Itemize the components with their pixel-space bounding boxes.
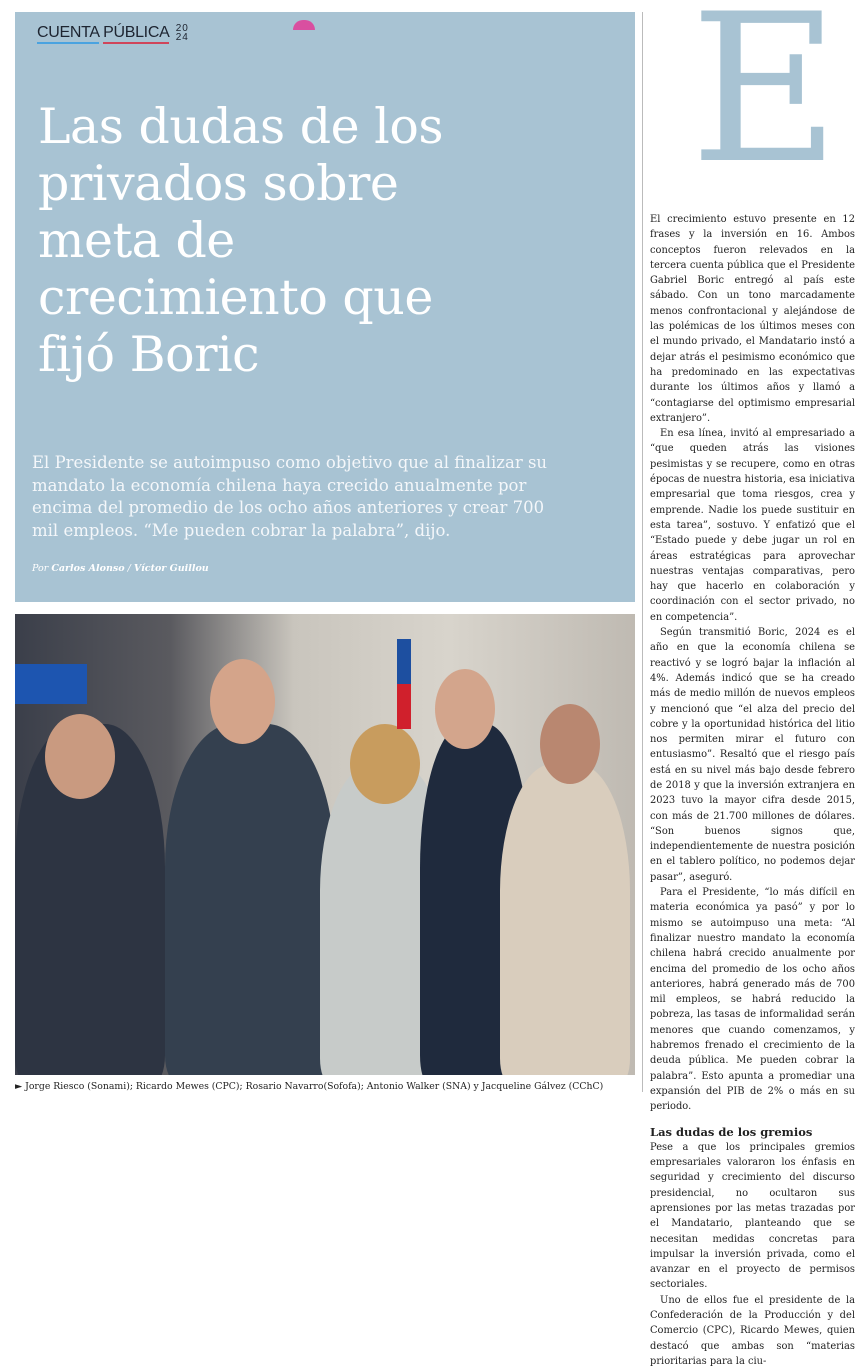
byline-separator: / [127, 563, 131, 574]
group-photo [15, 614, 635, 1075]
paragraph: Pese a que los principales gremios empresariales valoraron los énfasis en seguridad y crecimiento del discurso presidencial, no ocultaron sus aprensiones por las metas trazadas por el Mandatario, planteando que se necesitan medidas concretas para impulsar la inversión privada, como el avanzar en el proyecto de permisos sectoriales. [650, 1141, 855, 1291]
paragraph: En esa línea, invitó al empresariado a “que queden atrás las visiones pesimistas y se recupere, como en otras épocas de nuestra historia, esa iniciativa empresarial que toma riesgos, crea y emprende. Nadie los puede sustituir en esta tarea”, sostuvo. Y enfatizó que el “Estado puede y debe jugar un rol en áreas estratégicas para aprovechar nuestras ventajas comparativas, pero hay que hacerlo en colaboración y coordinación con el sector privado, no en competencia”. [650, 428, 855, 623]
section-label-b: PÚBLICA [103, 24, 169, 44]
headline [38, 98, 628, 383]
deck-line: mil empleos. “Me pueden cobrar la palabra”, dijo. [32, 520, 451, 540]
author: Carlos Alonso [51, 563, 125, 574]
column-divider [642, 12, 643, 1092]
drop-cap: E [690, 0, 840, 209]
byline [32, 563, 209, 574]
photo-caption: ► Jorge Riesco (Sonami); Ricardo Mewes (CPC); Rosario Navarro(Sofofa); Antonio Walker (SNA) y Jacqueline Gálvez (CChC) [15, 1081, 604, 1092]
paragraph: Según transmitió Boric, 2024 es el año en que la economía chilena se reactivó y se logró bajar la inflación al 4%. Además indicó que se ha creado más de medio millón de nuevos empleos y mencionó que “el alza del precio del cobre y la oportunidad histórica del litio nos permiten mirar el futuro con entusiasmo”. Resaltó que el riesgo país está en su nivel más bajo desde febrero de 2018 y que la inversión extranjera en 2023 tuvo la mayor cifra desde 2015, con más de 21.700 millones de dólares. “Son buenos signos que, independientemente de nuestra posición en el tablero político, no podemos dejar pasar”, aseguró. [650, 627, 855, 883]
section-label-a: CUENTA [37, 24, 99, 44]
byline-prefix: Por [32, 563, 49, 574]
deck-line: El Presidente se autoimpuso como objetivo que al finalizar su [32, 453, 548, 472]
deck-line: encima del promedio de los ocho años anteriores y crear 700 [32, 498, 545, 517]
deck-line: mandato la economía chilena haya crecido anualmente por [32, 475, 527, 495]
deck [32, 452, 622, 542]
author: Víctor Guillou [133, 563, 209, 574]
paragraph: Uno de ellos fue el presidente de la Confederación de la Producción y del Comercio (CPC), Ricardo Mewes, quien destacó que ambas son “materias prioritarias para la ciu- [650, 1294, 855, 1367]
section-year [176, 24, 189, 42]
subheading: Las dudas de los gremios [650, 1124, 813, 1139]
headline-line: meta de [38, 212, 235, 269]
year-bottom: 24 [175, 32, 189, 43]
year-top: 20 [175, 23, 189, 34]
article-body [650, 212, 855, 1369]
headline-line: privados sobre [38, 155, 399, 212]
paragraph: Para el Presidente, “lo más difícil en materia económica ya pasó” y por lo mismo se autoimpuso una meta: “Al finalizar nuestro mandato la economía chilena habrá crecido anualmente por encima del promedio de los ocho años anteriores, habrá generado más de 700 mil empleos, se habrá reducido la pobreza, las tasas de informalidad serán menores que cuando comenzamos, y habremos frenado el crecimiento de la deuda pública. Me pueden cobrar la palabra”. Esto apunta a promediar una expansión del PIB de 2% o más en su periodo. [650, 887, 855, 1113]
paragraph: El crecimiento estuvo presente en 12 frases y la inversión en 16. Ambos conceptos fueron relevados en la tercera cuenta pública que el Presidente Gabriel Boric entregó al país este sábado. Con un tono marcadamente menos confrontacional y alejándose de las polémicas de los últimos meses con el mundo privado, el Mandatario instó a dejar atrás el pesimismo económico que ha predominado en las expectativas durante los últimos años y llamó a “contagiarse del optimismo empresarial extranjero”. [650, 214, 855, 424]
section-label [37, 24, 189, 42]
headline-line: Las dudas de los [38, 98, 443, 155]
headline-line: crecimiento que [38, 269, 433, 326]
headline-line: fijó Boric [38, 326, 260, 383]
